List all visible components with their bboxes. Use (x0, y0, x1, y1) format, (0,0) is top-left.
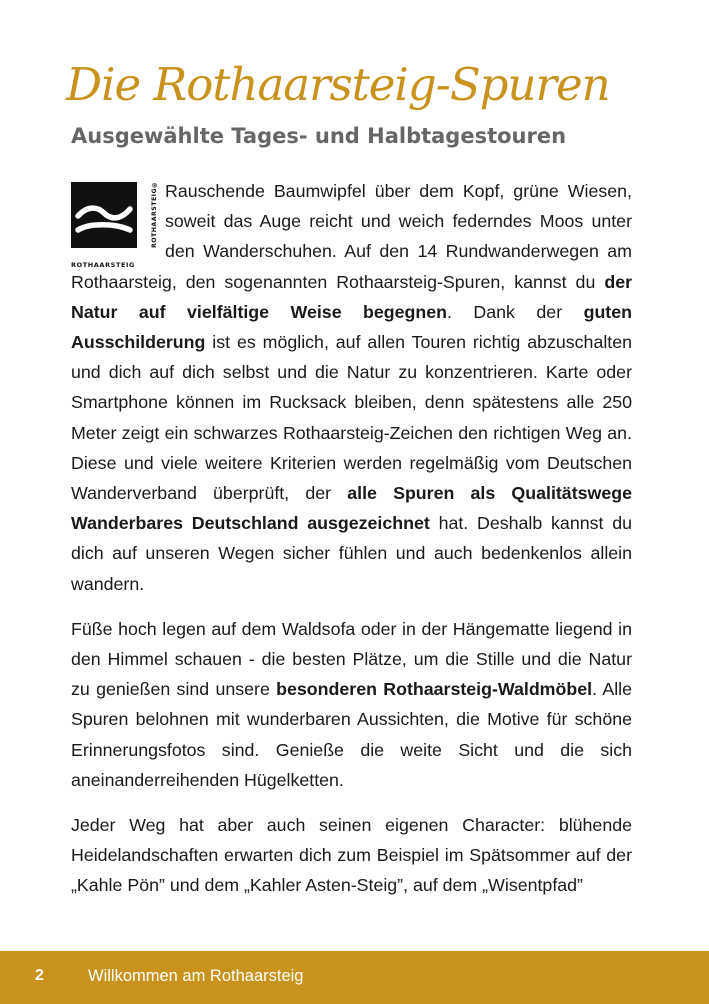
rothaarsteig-logo (71, 180, 158, 269)
paragraph-text: hat. Deshalb kannst du dich auf unseren Wegen sicher fühlen und auch bedenkenlos allein wandern. (71, 513, 632, 594)
page-subtitle: Ausgewählte Tages- und Halbtagestouren (71, 124, 567, 148)
paragraph-2 (71, 614, 632, 795)
paragraph-text: Jeder Weg hat aber auch seinen eigenen Character: blühende Heidelandschaften erwarten dich zum Beispiel im Spätsommer auf der „Kahle Pön” und dem „Kahler Asten-Steig”, auf dem „Wisentpfad” (71, 815, 632, 896)
paragraph-text: Füße hoch legen auf dem Waldsofa oder in der Hängematte liegend in den Himmel schauen - die besten Plätze, um die Stille und die Natur zu genießen sind unsere (71, 618, 632, 700)
paragraph-text: . Alle Spuren belohnen mit wunderbaren Aussichten, die Motive für schöne Erinnerungsfotos sind. Genieße die weite Sicht und die sich aneinanderreihenden Hügelketten. (71, 679, 632, 790)
bold-text: guten Ausschilderung (71, 301, 632, 353)
logo-bottom-text: ROTHAARSTEIG (71, 261, 135, 269)
page-footer (0, 951, 709, 1004)
article-body (71, 176, 632, 916)
logo-side-text: ROTHAARSTEIG® (151, 180, 158, 248)
page-title: Die Rothaarsteig-Spuren (66, 58, 610, 111)
page-number: 2 (35, 967, 44, 984)
paragraph-text: ist es möglich, auf allen Touren richtig abzuschalten und dich auf dich selbst und die Natur zu konzentrieren. Karte oder Smartphone können im Rucksack bleiben, denn spätestens alle 250 Meter zeigt ein schwarzes Rothaarsteig-Zeichen den richtigen Weg an. Diese und viele weitere Kriterien werden regelmäßig vom Deutschen Wanderverband überprüft, der (71, 332, 632, 504)
paragraph-text: . Dank der (447, 301, 584, 322)
paragraph-1 (71, 176, 632, 599)
bold-text: besonderen Rothaarsteig-Waldmöbel (276, 679, 593, 700)
footer-title: Willkommen am Rothaarsteig (88, 967, 304, 985)
paragraph-3 (71, 810, 632, 901)
rothaarsteig-wave-icon (71, 182, 137, 248)
bold-text: alle Spuren als Qualitätswege Wanderbares Deutschland ausgezeichnet (71, 483, 632, 534)
bold-text: der Natur auf vielfältige Weise begegnen (71, 271, 632, 322)
paragraph-text: Rauschende Baumwipfel über dem Kopf, grüne Wiesen, soweit das Auge reicht und weich federndes Moos unter den Wanderschuhen. Auf den 14 Rundwanderwegen am Rothaarsteig, den sogenannten Rothaarsteig-Spuren, kannst du (71, 181, 632, 292)
